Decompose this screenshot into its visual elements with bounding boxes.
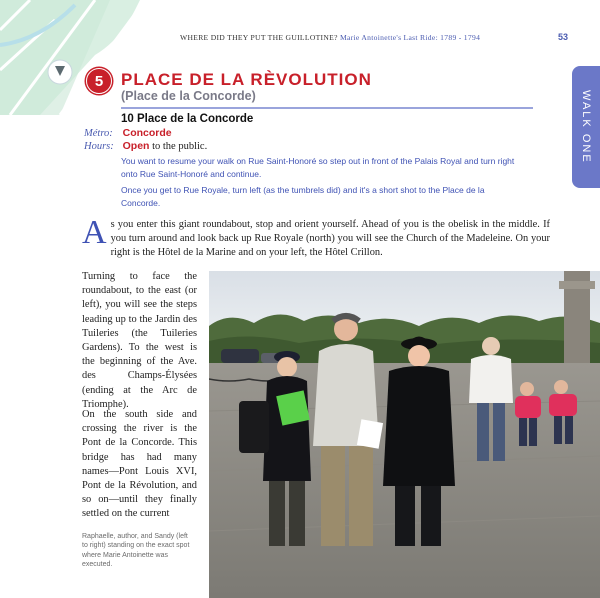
running-head-subtitle: Marie Antoinette's Last Ride: 1789 - 1794 [339, 33, 481, 42]
walk-tab [572, 66, 600, 188]
stop-subtitle: (Place de la Concorde) [121, 89, 256, 103]
stop-title: PLACE DE LA RÈVOLUTION [121, 70, 372, 89]
walk-tab-label: WALK ONE [580, 90, 592, 164]
intro-paragraph [82, 214, 550, 261]
title-divider [121, 107, 533, 109]
photo-caption: Raphaelle, author, and Sandy (left to right) standing on the exact spot where Marie Antoinette was executed. [82, 533, 190, 569]
metro-value: Concorde [122, 127, 172, 139]
column-paragraph: Turning to face the roundabout, to the east (or left), you will see the steps leading up to the Jardin des Tuileries (the Tuileries Gardens). To the west is the beginning of the Ave. des Champs-Élysées (ending at the Arc de Triomphe). [82, 271, 197, 410]
metro-row [84, 127, 172, 139]
drop-cap: A [82, 214, 107, 251]
hours-label: Hours: [84, 141, 114, 152]
page-number: 53 [558, 32, 569, 42]
hours-value: Open [122, 140, 150, 152]
intro-text: s you enter this giant roundabout, stop and orient yourself. Ahead of you is the obelisk in the middle. If you turn around and look back up Rue Royale (north) you will see the Church of the Madeleine. On your right is the Hôtel de la Marine and on your left, the Hôtel Crillon. [110, 219, 550, 259]
stop-number-badge: 5 [86, 68, 112, 94]
metro-label: Métro: [84, 128, 113, 139]
hours-suffix: to the public. [149, 141, 208, 152]
map-fragment [0, 0, 140, 115]
stop-address: 10 Place de la Concorde [121, 113, 254, 125]
running-head-title: WHERE DID THEY PUT THE GUILLOTINE? [180, 33, 338, 42]
running-head [180, 33, 540, 42]
directions-paragraph: You want to resume your walk on Rue Saint-Honoré so step out in front of the Palais Royal and turn right onto Rue Saint-Honoré and continue. [121, 156, 515, 179]
directions-paragraph: Once you get to Rue Royale, turn left (as the tumbrels did) and it's a short shot to the Place de la Concorde. [121, 185, 485, 208]
column-paragraph: On the south side and crossing the river is the Pont de la Concorde. This bridge has had many names—Pont Louis XVI, Pont de la Révolution, and so on—until they finally settled on the current [82, 409, 197, 520]
hours-row [84, 140, 207, 152]
place-de-la-concorde-photo [209, 271, 600, 598]
